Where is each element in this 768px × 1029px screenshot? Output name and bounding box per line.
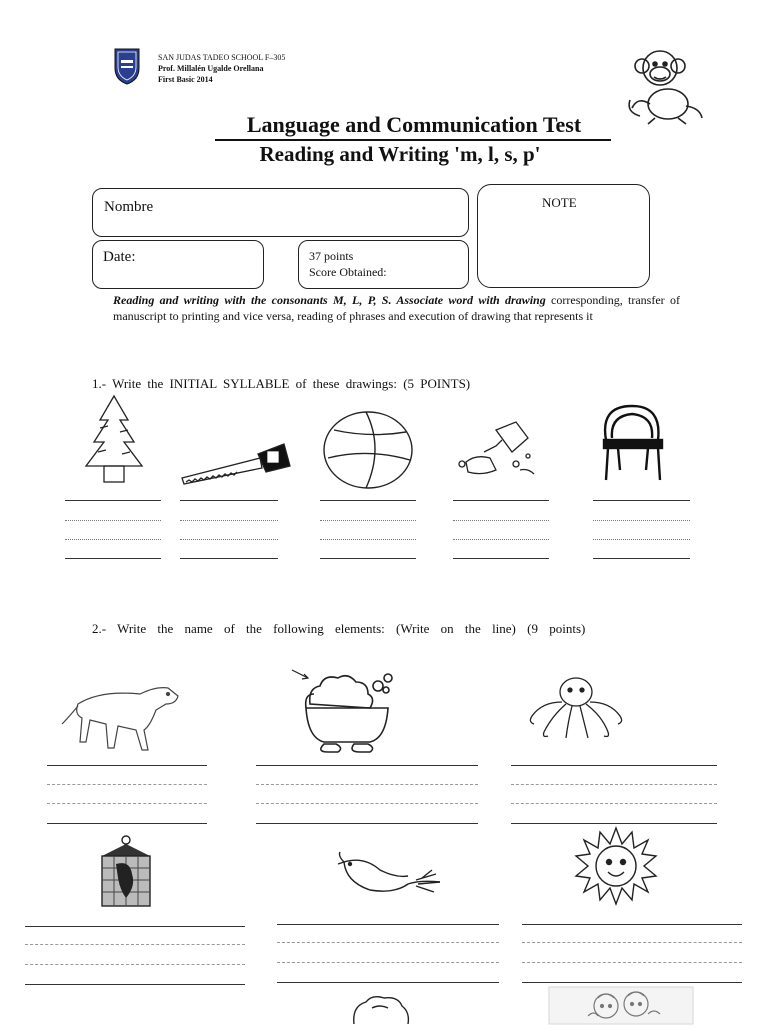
shawl-icon	[96, 834, 156, 910]
name-label: Nombre	[104, 199, 154, 215]
question-1: 1.- Write the INITIAL SYLLABLE of these drawings: (5 POINTS)	[92, 376, 471, 391]
bag-icon	[350, 994, 412, 1024]
bird-icon	[336, 852, 444, 898]
note-label: NOTE	[542, 195, 577, 210]
instructions-bold: Reading and writing with the consonants M, L, P, S. Associate word with drawing	[113, 293, 546, 307]
teacher-name: Prof. Millalén Ugalde Orellana	[158, 64, 264, 73]
q2-answer-lines-2[interactable]	[256, 765, 478, 825]
bathtub-icon	[290, 664, 402, 756]
question-2: 2.- Write the name of the following elements: (Write on the line) (9 points)	[92, 621, 586, 636]
course-name: First Basic 2014	[158, 75, 213, 84]
saw-icon	[180, 436, 292, 486]
children-icon	[548, 986, 694, 1024]
q1-answer-lines-5[interactable]	[593, 500, 690, 560]
page-subtitle: Reading and Writing 'm, l, s, p'	[259, 142, 541, 166]
date-label: Date:	[103, 249, 136, 265]
school-logo	[112, 46, 142, 86]
q2-answer-lines-6[interactable]	[522, 924, 742, 984]
soap-bottle-icon	[456, 418, 540, 480]
q2-answer-lines-1[interactable]	[47, 765, 207, 825]
ball-icon	[320, 408, 416, 492]
name-box	[92, 188, 469, 237]
sun-icon	[574, 824, 658, 908]
points-label: 37 points	[309, 249, 354, 263]
q1-answer-lines-4[interactable]	[453, 500, 549, 560]
date-box	[92, 240, 264, 289]
note-box	[477, 184, 650, 288]
octopus-icon	[522, 672, 630, 744]
q2-answer-lines-4[interactable]	[25, 926, 245, 986]
instructions-rest: corresponding, transfer of manuscript to printing and vice versa, reading of phrases and execution of drawing that represents it	[113, 293, 680, 323]
q1-answer-lines-2[interactable]	[180, 500, 278, 560]
score-label: Score Obtained:	[309, 265, 387, 279]
q1-answer-lines-1[interactable]	[65, 500, 161, 560]
score-box	[298, 240, 469, 289]
instructions	[113, 292, 680, 324]
tree-icon	[78, 392, 150, 488]
q2-answer-lines-5[interactable]	[277, 924, 499, 984]
school-name: SAN JUDAS TADEO SCHOOL F–305	[158, 53, 286, 62]
q1-answer-lines-3[interactable]	[320, 500, 416, 560]
q2-answer-lines-3[interactable]	[511, 765, 717, 825]
puma-icon	[60, 674, 182, 754]
chair-icon	[596, 400, 670, 484]
title-underline	[215, 139, 611, 141]
page-title: Language and Communication Test	[246, 112, 582, 137]
